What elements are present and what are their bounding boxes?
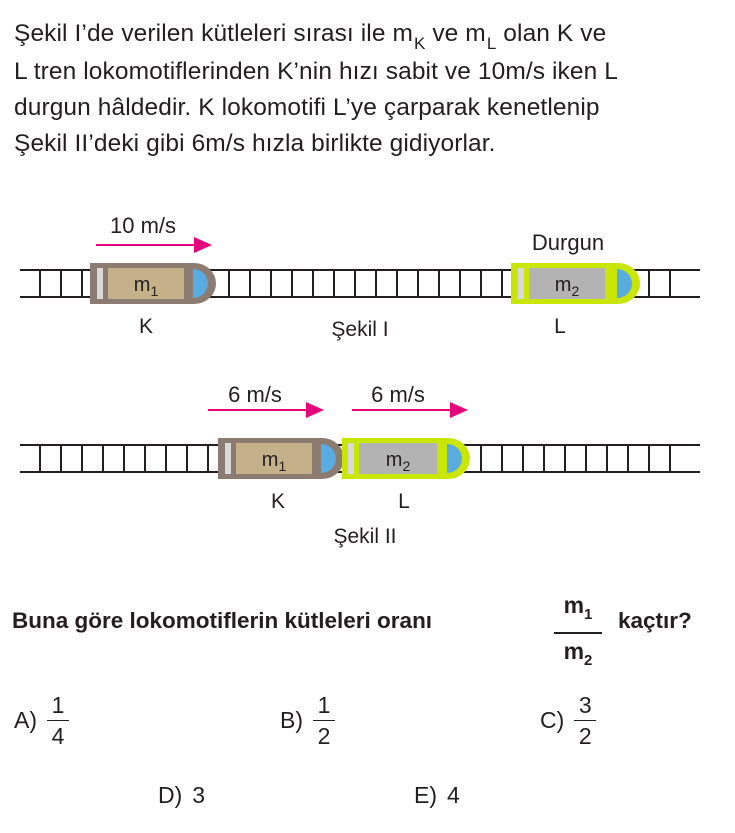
- svg-text:m2: $m_2$: [385, 449, 411, 474]
- option-d[interactable]: D) 3: [158, 782, 206, 808]
- locomotive-l-fig2: [342, 438, 470, 479]
- option-b[interactable]: B) $\frac{1}{2}$: [280, 692, 335, 749]
- l-label-fig2: L: [398, 490, 410, 513]
- svg-text:m1: $m_1$: [261, 449, 287, 474]
- locomotive-l: [511, 263, 640, 304]
- locomotive-k-fig2: [218, 438, 344, 479]
- intro-line-2: L tren lokomotiflerinden K’nin hızı sabit ve 10m/s iken L: [14, 58, 618, 85]
- option-a[interactable]: A) $\frac{1}{4}$: [14, 692, 69, 749]
- k-label-fig2: K: [270, 490, 286, 513]
- l-speed-label-fig2: 6 m/s: [371, 382, 425, 407]
- figure-1: [20, 213, 700, 341]
- figure-2-caption: Şekil II: [333, 525, 397, 548]
- question-text: Buna göre lokomotiflerin kütleleri oranı: [12, 608, 433, 633]
- k-speed-label: 10 m/s: [109, 213, 177, 238]
- figure-2: [20, 382, 700, 548]
- intro-line-3: durgun hâldedir. K lokomotifi L’ye çarparak kenetlenip: [14, 94, 600, 121]
- option-c[interactable]: C) $\frac{3}{2}$: [540, 692, 596, 749]
- l-label-fig1: L: [554, 315, 566, 338]
- intro-line-1: Şekil I’de verilen kütleleri sırası ile $m_K$ ve $m_L$ olan K ve: [14, 20, 607, 53]
- mass-ratio-fraction: $m_1$ $m_2$: [554, 590, 602, 676]
- l-state-label: Durgun: [531, 230, 605, 255]
- figure-1-caption: Şekil I: [331, 318, 389, 341]
- svg-text:m1: $m_1$: [133, 274, 159, 299]
- question-suffix: kaçtır?: [618, 608, 692, 633]
- svg-text:m2: $m_2$: [554, 274, 580, 299]
- intro-line-4: Şekil II’deki gibi 6m/s hızla birlikte gidiyorlar.: [14, 130, 496, 157]
- k-label-fig1: K: [138, 315, 154, 338]
- k-speed-label-fig2: 6 m/s: [228, 382, 282, 407]
- option-e[interactable]: E) 4: [414, 782, 460, 808]
- locomotive-k: [90, 263, 216, 304]
